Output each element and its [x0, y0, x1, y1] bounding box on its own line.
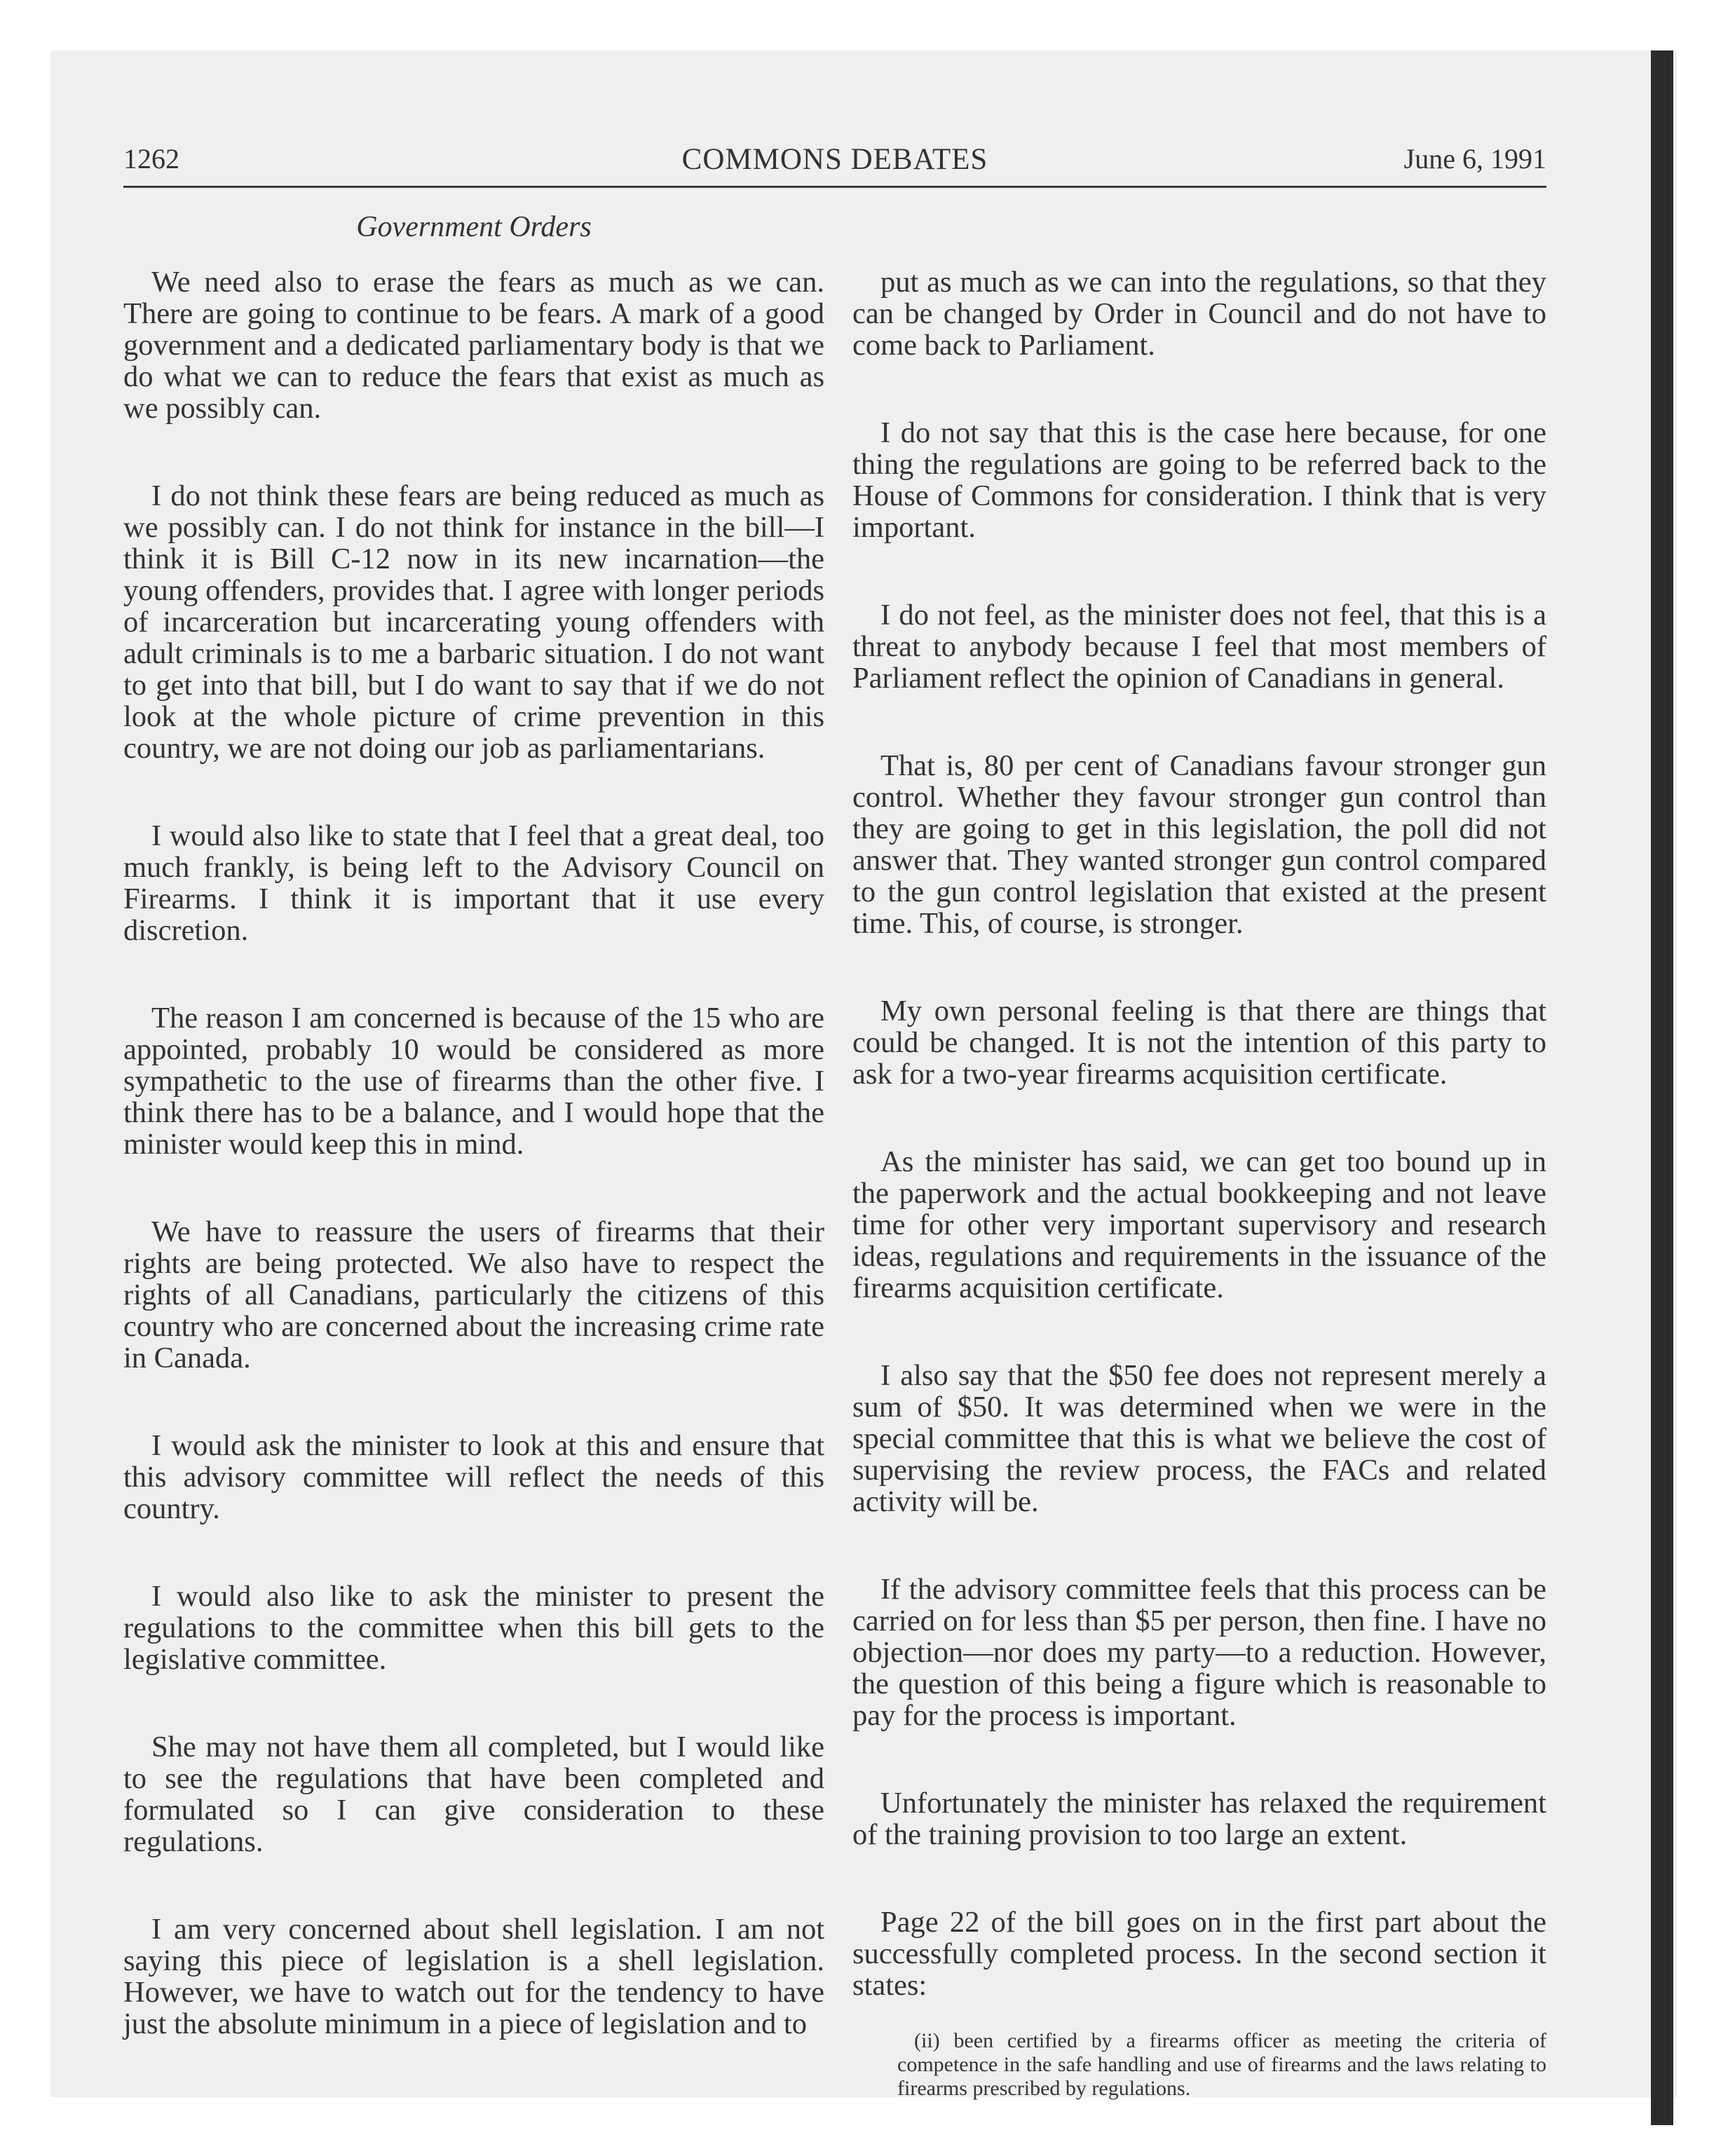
- paragraph: I would also like to state that I feel that a great deal, too much frankly, is being left to the Advisory Council on Firearms. I think it is important that it use every discretion.: [123, 819, 824, 947]
- section-heading: Government Orders: [356, 211, 592, 243]
- paragraph: I would also like to ask the minister to present the regulations to the committee when this bill gets to the legislative committee.: [123, 1580, 824, 1676]
- paragraph: If the advisory committee feels that this process can be carried on for less than $5 per person, then fine. I have no objection—nor does my party—to a reduction. However, the question of this being a figure which is reasonable to pay for the process is important.: [852, 1573, 1546, 1732]
- journal-title: COMMONS DEBATES: [681, 143, 988, 176]
- paragraph: I do not feel, as the minister does not feel, that this is a threat to anybody because I feel that most members of Parliament reflect the opinion of Canadians in general.: [852, 599, 1546, 695]
- paragraph: Page 22 of the bill goes on in the first part about the successfully completed process. In the second section it states:: [852, 1906, 1546, 2002]
- paragraph: We have to reassure the users of firearms that their rights are being protected. We also have to respect the rights of all Canadians, particularly the citizens of this country who are concerned about the increasing crime rate in Canada.: [123, 1215, 824, 1374]
- paragraph: That is, 80 per cent of Canadians favour stronger gun control. Whether they favour stronger gun control than they are going to get in this legislation, the poll did not answer that. They wanted stronger gun control compared to the gun control legislation that existed at the present time. This, of course, is stronger.: [852, 749, 1546, 940]
- paragraph: Unfortunately the minister has relaxed the requirement of the training provision to too large an extent.: [852, 1787, 1546, 1851]
- paragraph: I do not think these fears are being reduced as much as we possibly can. I do not think for instance in the bill—I think it is Bill C-12 now in its new incarnation—the young offenders, provides that. I agree with longer periods of incarceration but incarcerating young offenders with adult criminals is to me a barbaric situation. I do not want to get into that bill, but I do want to say that if we do not look at the whole picture of crime prevention in this country, we are not doing our job as parliamentarians.: [123, 479, 824, 765]
- paragraph: I also say that the $50 fee does not represent merely a sum of $50. It was determined when we were in the special committee that this is what we believe the cost of supervising the review process, the FACs and related activity will be.: [852, 1359, 1546, 1518]
- running-header: [123, 137, 1546, 188]
- left-column: [123, 266, 824, 2096]
- paragraph: I do not say that this is the case here because, for one thing the regulations are going to be referred back to the House of Commons for consideration. I think that is very important.: [852, 416, 1546, 544]
- scan-edge-shadow: [1651, 50, 1673, 2125]
- paragraph: As the minister has said, we can get too bound up in the paperwork and the actual bookkeeping and not leave time for other very important supervisory and research ideas, regulations and requirements in the issuance of the firearms acquisition certificate.: [852, 1145, 1546, 1304]
- paragraph: We need also to erase the fears as much as we can. There are going to continue to be fears. A mark of a good government and a dedicated parliamentary body is that we do what we can to reduce the fears that exist as much as we possibly can.: [123, 266, 824, 425]
- paragraph: She may not have them all completed, but I would like to see the regulations that have been completed and formulated so I can give consideration to these regulations.: [123, 1731, 824, 1858]
- paragraph: My own personal feeling is that there are things that could be changed. It is not the intention of this party to ask for a two-year firearms acquisition certificate.: [852, 995, 1546, 1091]
- paragraph: put as much as we can into the regulations, so that they can be changed by Order in Council and do not have to come back to Parliament.: [852, 266, 1546, 362]
- paragraph: The reason I am concerned is because of the 15 who are appointed, probably 10 would be considered as more sympathetic to the use of firearms than the other five. I think there has to be a balance, and I would hope that the minister would keep this in mind.: [123, 1002, 824, 1161]
- issue-date: June 6, 1991: [1403, 143, 1546, 175]
- right-column: [852, 266, 1546, 2101]
- page-number: 1262: [123, 143, 179, 175]
- paragraph: I am very concerned about shell legislation. I am not saying this piece of legislation is a shell legislation. However, we have to watch out for the tendency to have just the absolute minimum in a piece of legislation and to: [123, 1913, 824, 2040]
- paragraph: I would ask the minister to look at this and ensure that this advisory committee will reflect the needs of this country.: [123, 1429, 824, 1525]
- block-quote: (ii) been certified by a firearms officer as meeting the criteria of competence in the safe handling and use of firearms and the laws relating to firearms prescribed by regulations.: [897, 2029, 1546, 2100]
